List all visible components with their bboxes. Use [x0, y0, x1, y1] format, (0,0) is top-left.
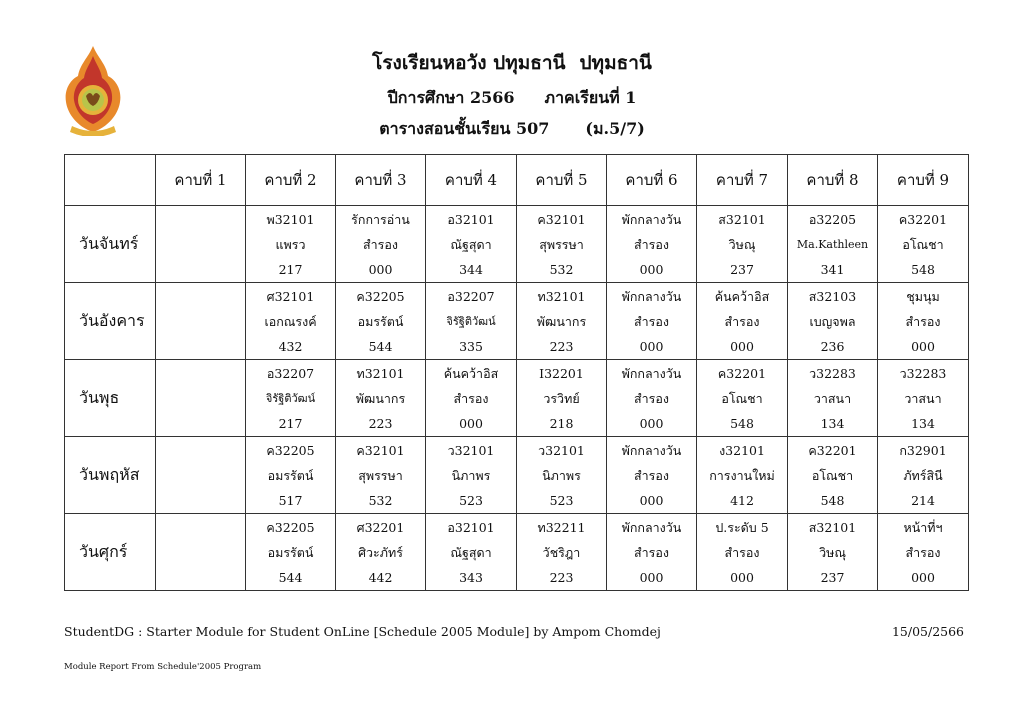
subject-code: ป.ระดับ 5 [715, 519, 769, 535]
teacher-name: อโณชา [721, 390, 763, 406]
schedule-cell [246, 360, 336, 437]
schedule-cell [336, 360, 426, 437]
schedule-cell [246, 514, 336, 591]
corner-cell [65, 155, 156, 206]
schedule-cell [246, 283, 336, 360]
room-number: 523 [549, 492, 574, 508]
term-line [0, 86, 1024, 111]
period-header: คาบที่ 2 [246, 155, 336, 206]
subject-code: ค32205 [266, 519, 315, 535]
teacher-name: วิษณุ [819, 544, 846, 560]
subject-code: ท32101 [356, 365, 405, 381]
room-number: 532 [368, 492, 393, 508]
schedule-cell [156, 206, 246, 283]
schedule-cell [788, 283, 878, 360]
room-number: 000 [639, 261, 664, 277]
room-number [156, 334, 245, 359]
teacher-name [156, 463, 245, 488]
subject-code: ส32103 [808, 288, 857, 304]
period-header: คาบที่ 1 [156, 155, 246, 206]
teacher-name: ณัฐสุดา [450, 236, 492, 252]
school-province: ปทุมธานี [579, 52, 652, 74]
schedule-cell [336, 437, 426, 514]
room-number: 544 [368, 338, 393, 354]
subject-code: ชุมนุม [906, 288, 940, 304]
room-number: 523 [459, 492, 483, 508]
day-label: วันศุกร์ [65, 514, 156, 591]
subject-code: ว32283 [899, 365, 947, 381]
room-number: 517 [278, 492, 303, 508]
teacher-name [156, 309, 245, 334]
schedule-cell [517, 360, 607, 437]
subject-code: ว32101 [538, 442, 585, 458]
room-number: 000 [911, 569, 935, 585]
footer-credit: StudentDG : Starter Module for Student OnLine [Schedule 2005 Module] by Ampom Chomdej [64, 624, 661, 639]
room-number: 548 [820, 492, 845, 508]
teacher-name: สุพรรษา [358, 467, 403, 483]
room-number [156, 565, 245, 590]
subject-code: ค32201 [808, 442, 857, 458]
subject-code: อ32101 [447, 519, 495, 535]
class-code: (ม.5/7) [585, 119, 645, 138]
period-header: คาบที่ 9 [878, 155, 969, 206]
teacher-name: วรวิทย์ [543, 390, 580, 406]
schedule-cell [336, 514, 426, 591]
period-header: คาบที่ 8 [788, 155, 878, 206]
subject-code [156, 361, 245, 386]
teacher-name: พัฒนากร [355, 390, 406, 406]
period-header-row [65, 155, 969, 206]
subject-code: หน้าที่ฯ [903, 519, 943, 535]
period-header: คาบที่ 4 [426, 155, 517, 206]
room-number: 532 [549, 261, 574, 277]
teacher-name: วาสนา [813, 390, 852, 406]
room-number: 432 [278, 338, 303, 354]
schedule-cell [607, 206, 697, 283]
teacher-name: สุพรรษา [539, 236, 584, 252]
schedule-cell [607, 437, 697, 514]
subject-code: ค32101 [356, 442, 405, 458]
school-name: โรงเรียนหอวัง ปทุมธานี [372, 52, 566, 74]
teacher-name: สำรอง [634, 544, 669, 560]
teacher-name: สำรอง [453, 390, 489, 406]
day-label: วันอังคาร [65, 283, 156, 360]
schedule-cell [426, 206, 517, 283]
subject-code: I32201 [539, 365, 584, 381]
room-number: 000 [639, 415, 664, 431]
day-label: วันจันทร์ [65, 206, 156, 283]
subject-code: ท32211 [537, 519, 586, 535]
subject-code: พักกลางวัน [621, 365, 682, 381]
subject-code: อ32207 [266, 365, 315, 381]
teacher-name: อมรรัตน์ [267, 467, 314, 483]
teacher-name: ณัฐสุดา [450, 544, 492, 560]
schedule-cell [788, 206, 878, 283]
subject-code [156, 207, 245, 232]
room-number: 000 [730, 338, 754, 354]
schedule-cell [607, 360, 697, 437]
teacher-name: เบญจพล [809, 313, 856, 329]
teacher-name: Ma.Kathleen [796, 237, 869, 251]
day-label: วันพุธ [65, 360, 156, 437]
room-number [156, 257, 245, 282]
teacher-name: สำรอง [724, 544, 760, 560]
teacher-name: วาสนา [904, 390, 942, 406]
subject-code: ง32101 [719, 442, 765, 458]
room-number: 214 [911, 492, 935, 508]
subject-code [156, 438, 245, 463]
room-number: 341 [820, 261, 845, 277]
subject-code: ค32205 [266, 442, 315, 458]
schedule-cell [426, 437, 517, 514]
subject-code: อ32207 [447, 288, 495, 304]
schedule-table [64, 154, 969, 591]
teacher-name: จิรัฐิติวัฒน์ [446, 314, 496, 328]
subject-code: พ32101 [266, 211, 315, 227]
table-row [65, 437, 969, 514]
schedule-cell [697, 360, 788, 437]
schedule-cell [878, 206, 969, 283]
footer-date: 15/05/2566 [891, 624, 964, 639]
room-number: 217 [278, 415, 303, 431]
footer-note: Module Report From Schedule'2005 Program [64, 662, 262, 672]
room-number: 217 [278, 261, 303, 277]
room-number: 000 [730, 569, 754, 585]
subject-code: ก32901 [899, 442, 947, 458]
room-number: 344 [459, 261, 483, 277]
teacher-name: นิภาพร [451, 467, 491, 483]
room-number: 223 [368, 415, 393, 431]
table-row [65, 360, 969, 437]
schedule-cell [517, 437, 607, 514]
period-header: คาบที่ 6 [607, 155, 697, 206]
academic-year: ปีการศึกษา 2566 [387, 88, 515, 107]
room-number [156, 488, 245, 513]
schedule-cell [697, 514, 788, 591]
teacher-name [156, 540, 245, 565]
teacher-name: วิษณุ [728, 236, 756, 252]
teacher-name: ภัทร์สินี [903, 467, 943, 483]
schedule-cell [697, 206, 788, 283]
schedule-cell [607, 283, 697, 360]
schedule-cell [156, 514, 246, 591]
teacher-name: สำรอง [634, 390, 669, 406]
room-number: 343 [459, 569, 483, 585]
subject-code: ส32101 [808, 519, 857, 535]
schedule-cell [878, 437, 969, 514]
schedule-cell [336, 283, 426, 360]
schedule-cell [336, 206, 426, 283]
room-number: 000 [459, 415, 483, 431]
room-number: 000 [368, 261, 393, 277]
teacher-name: นิภาพร [542, 467, 581, 483]
schedule-cell [697, 283, 788, 360]
day-label: วันพฤหัส [65, 437, 156, 514]
subject-code: ค้นคว้าอิส [443, 365, 499, 381]
schedule-cell [517, 514, 607, 591]
room-number: 237 [820, 569, 845, 585]
teacher-name [156, 232, 245, 257]
teacher-name: สำรอง [905, 544, 941, 560]
subject-code: ศ32201 [356, 519, 405, 535]
schedule-cell [788, 360, 878, 437]
subject-code: ว32283 [809, 365, 856, 381]
teacher-name: สำรอง [363, 236, 398, 252]
room-number: 548 [730, 415, 754, 431]
room-number: 548 [911, 261, 935, 277]
room-number: 218 [549, 415, 574, 431]
schedule-cell [878, 360, 969, 437]
school-title [0, 48, 1024, 78]
teacher-name [156, 386, 245, 411]
semester: ภาคเรียนที่ 1 [544, 88, 637, 107]
subject-code: อ32205 [808, 211, 857, 227]
schedule-cell [426, 514, 517, 591]
teacher-name: อมรรัตน์ [357, 313, 404, 329]
room-number: 412 [730, 492, 754, 508]
table-row [65, 514, 969, 591]
room-number: 237 [730, 261, 754, 277]
room-number: 000 [639, 338, 664, 354]
teacher-name: แพรว [275, 236, 306, 252]
teacher-name: เอกณรงค์ [264, 313, 317, 329]
teacher-name: อมรรัตน์ [267, 544, 314, 560]
teacher-name: สำรอง [905, 313, 941, 329]
schedule-cell [156, 283, 246, 360]
room-number: 223 [549, 338, 574, 354]
teacher-name: จิรัฐิติวัฒน์ [265, 391, 316, 405]
teacher-name: สำรอง [634, 313, 669, 329]
subject-code: อ32101 [447, 211, 495, 227]
teacher-name: พัฒนากร [536, 313, 587, 329]
schedule-cell [246, 437, 336, 514]
room-number: 544 [278, 569, 303, 585]
schedule-heading [0, 117, 1024, 142]
schedule-cell [426, 283, 517, 360]
subject-code [156, 284, 245, 309]
schedule-cell [517, 206, 607, 283]
period-header: คาบที่ 3 [336, 155, 426, 206]
teacher-name: สำรอง [634, 467, 669, 483]
room-number: 000 [911, 338, 935, 354]
schedule-cell [156, 360, 246, 437]
room-number: 000 [639, 492, 664, 508]
room-number: 335 [459, 338, 483, 354]
subject-code: รักการอ่าน [351, 211, 410, 227]
table-row [65, 206, 969, 283]
schedule-title: ตารางสอนชั้นเรียน 507 [379, 119, 550, 138]
subject-code: ค32201 [717, 365, 767, 381]
period-header: คาบที่ 7 [697, 155, 788, 206]
room-number: 236 [820, 338, 845, 354]
subject-code [156, 515, 245, 540]
teacher-name: อโณชา [902, 236, 944, 252]
teacher-name: อโณชา [811, 467, 854, 483]
schedule-cell [878, 283, 969, 360]
teacher-name: สำรอง [634, 236, 669, 252]
subject-code: พักกลางวัน [621, 442, 682, 458]
room-number: 134 [911, 415, 935, 431]
subject-code: ค32101 [537, 211, 586, 227]
schedule-cell [878, 514, 969, 591]
teacher-name: สำรอง [724, 313, 760, 329]
teacher-name: การงานใหม่ [709, 467, 775, 483]
schedule-cell [788, 514, 878, 591]
teacher-name: วัชริฎา [542, 544, 581, 560]
room-number: 223 [549, 569, 574, 585]
room-number: 442 [368, 569, 393, 585]
period-header: คาบที่ 5 [517, 155, 607, 206]
schedule-cell [246, 206, 336, 283]
subject-code: ค้นคว้าอิส [714, 288, 770, 304]
table-row [65, 283, 969, 360]
schedule-cell [607, 514, 697, 591]
room-number: 134 [820, 415, 845, 431]
subject-code: พักกลางวัน [621, 519, 682, 535]
schedule-cell [156, 437, 246, 514]
subject-code: ส32101 [718, 211, 766, 227]
subject-code: ว32101 [447, 442, 495, 458]
subject-code: ท32101 [537, 288, 586, 304]
subject-code: ค32201 [898, 211, 948, 227]
subject-code: ค32205 [356, 288, 405, 304]
schedule-cell [517, 283, 607, 360]
room-number [156, 411, 245, 436]
schedule-cell [697, 437, 788, 514]
teacher-name: ศิวะภัทร์ [358, 544, 403, 560]
subject-code: ศ32101 [266, 288, 315, 304]
schedule-cell [788, 437, 878, 514]
subject-code: พักกลางวัน [621, 211, 682, 227]
subject-code: พักกลางวัน [621, 288, 682, 304]
room-number: 000 [639, 569, 664, 585]
schedule-cell [426, 360, 517, 437]
